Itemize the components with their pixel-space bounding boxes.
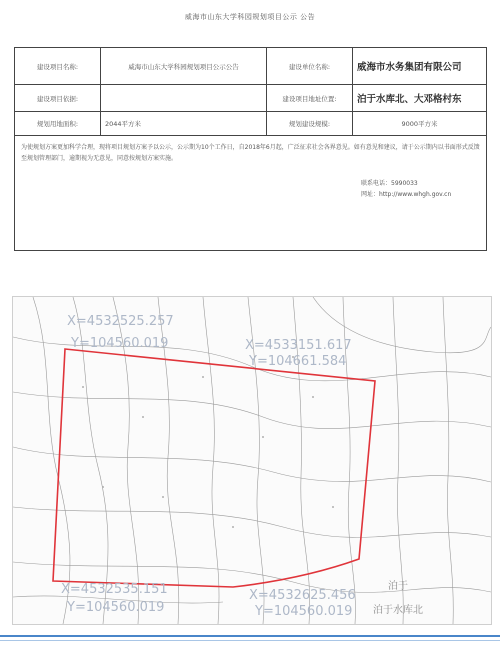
project-name-label: 建设项目名称: [15,48,101,85]
bottom-divider [0,635,500,637]
document-title: 威海市山东大学科园规划项目公示 公告 [184,13,316,21]
basis-label: 建设项目依据: [15,85,101,112]
notice-cell [15,136,487,251]
site-label: 网址： [361,191,380,198]
notice-text: 为使规划方案更加科学合理，现将项目规划方案予以公示，公示期为10个工作日，自2018年6月起，广泛征求社会各界意见。如有意见和建议，请于公示期内以书面形式反馈至规划管理部门，逾期视为无意见，同意按规划方案实施。 [21,144,480,162]
bottom-divider-thin [0,640,500,641]
topographic-map-svg [13,297,491,624]
phone-value: 5990033 [391,180,418,187]
unit-name-value: 威海市水务集团有限公司 [353,48,487,85]
contact-block [21,178,482,200]
coord-x-3: X=4532535.151 [61,582,168,597]
project-name-value: 威海市山东大学科园规划项目公示公告 [101,48,267,85]
location-value: 泊于水库北、大邓格村东 [353,85,487,112]
land-area-value: 2044平方米 [101,112,267,136]
place-label-1: 泊于 [388,581,408,592]
build-area-value: 9000平方米 [353,112,487,136]
location-label: 建设项目地址位置: [267,85,353,112]
coord-x-2: X=4533151.617 [245,338,352,353]
terrain-marks [82,356,334,528]
coord-y-4: Y=104560.019 [255,604,353,619]
coord-y-2: Y=104661.584 [249,354,347,369]
project-info-table [14,47,487,251]
site-link[interactable]: http://www.whgh.gov.cn [379,191,452,198]
basis-value [101,85,267,112]
coord-x-1: X=4532525.257 [67,314,174,329]
coord-y-3: Y=104560.019 [67,600,165,615]
site-plan-map [12,296,492,625]
phone-label: 联系电话： [361,180,392,187]
site-boundary [53,349,375,587]
build-area-label: 规划建设规模: [267,112,353,136]
coord-y-1: Y=104560.019 [71,336,169,351]
place-labels [373,579,423,616]
place-label-2: 泊于水库北 [373,605,423,616]
coord-x-4: X=4532625.456 [249,588,356,603]
land-area-label: 规划用地面积: [15,112,101,136]
unit-name-label: 建设单位名称: [267,48,353,85]
